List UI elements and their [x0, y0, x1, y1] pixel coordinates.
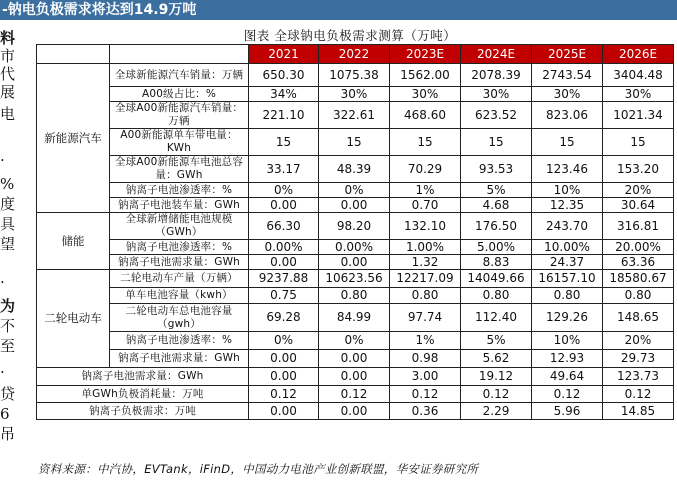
summary-row — [37, 386, 674, 403]
cropped-text-fragment: 6 — [0, 406, 10, 422]
value-cell: 1% — [390, 183, 461, 198]
value-cell: 0.00 — [249, 350, 319, 368]
value-cell: 30% — [532, 87, 603, 102]
value-cell: 0.00% — [319, 240, 390, 255]
row-label-cell: 全球A00新能源车电池总容量：GWh — [110, 156, 249, 183]
row-label-cell: 钠离子电池渗透率：% — [110, 240, 249, 255]
value-cell: 15 — [532, 129, 603, 156]
value-cell: 49.64 — [532, 368, 603, 386]
row-label-cell: 二轮电动车产量（万辆） — [110, 270, 249, 288]
year-header: 2023E — [390, 45, 461, 64]
row-label-cell: 钠离子电池渗透率：% — [110, 183, 249, 198]
value-cell: 30% — [390, 87, 461, 102]
value-cell: 10623.56 — [319, 270, 390, 288]
value-cell: 12217.09 — [390, 270, 461, 288]
cropped-text-fragment: 电 — [0, 106, 16, 122]
cropped-text-fragment: 市 — [0, 48, 16, 64]
value-cell: 1075.38 — [319, 64, 390, 87]
year-header: 2024E — [461, 45, 532, 64]
category-cell: 储能 — [37, 213, 110, 270]
value-cell: 0.00 — [249, 255, 319, 270]
value-cell: 0.00 — [249, 368, 319, 386]
header-blank-cell — [37, 45, 110, 64]
summary-row — [37, 368, 674, 386]
value-cell: 148.65 — [603, 304, 674, 332]
table-row — [37, 270, 674, 288]
value-cell: 70.29 — [390, 156, 461, 183]
cropped-text-fragment: 料 — [0, 30, 16, 46]
row-label-cell: A00级占比：% — [110, 87, 249, 102]
value-cell: 5.96 — [532, 403, 603, 420]
value-cell: 221.10 — [249, 102, 319, 129]
value-cell: 9237.88 — [249, 270, 319, 288]
value-cell: 19.12 — [461, 368, 532, 386]
table-row — [37, 102, 674, 129]
value-cell: 0.98 — [390, 350, 461, 368]
value-cell: 30% — [461, 87, 532, 102]
value-cell: 468.60 — [390, 102, 461, 129]
value-cell: 123.73 — [603, 368, 674, 386]
cropped-text-fragment: 展 — [0, 84, 16, 100]
year-header: 2022 — [319, 45, 390, 64]
table-row — [37, 198, 674, 213]
year-header: 2026E — [603, 45, 674, 64]
cropped-text-fragment: 代 — [0, 66, 16, 82]
table-header-row — [37, 45, 674, 64]
value-cell: 0% — [249, 183, 319, 198]
value-cell: 30% — [603, 87, 674, 102]
table-row — [37, 350, 674, 368]
table-row — [37, 288, 674, 304]
source-note: 资料来源：中汽协，EVTank，iFinD，中国动力电池产业创新联盟，华安证券研究所 — [38, 462, 479, 476]
value-cell: 0.00 — [249, 198, 319, 213]
value-cell: 69.28 — [249, 304, 319, 332]
value-cell: 0.70 — [390, 198, 461, 213]
section-title-banner: -钠电负极需求将达到14.9万吨 — [0, 0, 677, 20]
cropped-text-fragment: 具 — [0, 216, 16, 232]
table-caption: 图表 全球钠电负极需求测算（万吨） — [243, 28, 457, 43]
value-cell: 1.32 — [390, 255, 461, 270]
value-cell: 10% — [532, 332, 603, 350]
table-row — [37, 129, 674, 156]
value-cell: 10% — [532, 183, 603, 198]
cropped-text-fragment: · — [0, 152, 5, 168]
value-cell: 0.12 — [249, 386, 319, 403]
row-label-cell: 钠离子电池渗透率：% — [110, 332, 249, 350]
value-cell: 650.30 — [249, 64, 319, 87]
cropped-text-fragment: 至 — [0, 338, 16, 354]
cropped-text-fragment: 度 — [0, 196, 16, 212]
table-row — [37, 87, 674, 102]
value-cell: 30.64 — [603, 198, 674, 213]
value-cell: 176.50 — [461, 213, 532, 240]
value-cell: 0.80 — [461, 288, 532, 304]
value-cell: 8.83 — [461, 255, 532, 270]
row-label-cell: 全球新增储能电池规模（GWh） — [110, 213, 249, 240]
value-cell: 5.62 — [461, 350, 532, 368]
value-cell: 0.12 — [390, 386, 461, 403]
value-cell: 243.70 — [532, 213, 603, 240]
category-cell: 二轮电动车 — [37, 270, 110, 368]
value-cell: 63.36 — [603, 255, 674, 270]
value-cell: 5% — [461, 332, 532, 350]
cropped-text-fragment: % — [0, 176, 15, 192]
value-cell: 132.10 — [390, 213, 461, 240]
value-cell: 0.12 — [532, 386, 603, 403]
year-header: 2021 — [249, 45, 319, 64]
value-cell: 5% — [461, 183, 532, 198]
value-cell: 16157.10 — [532, 270, 603, 288]
table-row — [37, 332, 674, 350]
cropped-text-fragment: 不 — [0, 318, 16, 334]
value-cell: 0.00 — [249, 403, 319, 420]
value-cell: 66.30 — [249, 213, 319, 240]
value-cell: 14.85 — [603, 403, 674, 420]
table-row — [37, 240, 674, 255]
value-cell: 15 — [319, 129, 390, 156]
summary-label-cell: 钠离子电池需求量：GWh — [37, 368, 249, 386]
cropped-text-fragment: 贷 — [0, 386, 16, 402]
value-cell: 98.20 — [319, 213, 390, 240]
value-cell: 14049.66 — [461, 270, 532, 288]
value-cell: 29.73 — [603, 350, 674, 368]
row-label-cell: A00新能源单车带电量：KWh — [110, 129, 249, 156]
row-label-cell: 单车电池容量（kwh） — [110, 288, 249, 304]
value-cell: 823.06 — [532, 102, 603, 129]
value-cell: 153.20 — [603, 156, 674, 183]
row-label-cell: 钠离子电池需求量：GWh — [110, 255, 249, 270]
value-cell: 12.35 — [532, 198, 603, 213]
table-row — [37, 255, 674, 270]
cropped-text-fragment: 望 — [0, 236, 16, 252]
value-cell: 0.00 — [319, 255, 390, 270]
value-cell: 18580.67 — [603, 270, 674, 288]
value-cell: 97.74 — [390, 304, 461, 332]
cropped-body-text-column — [0, 20, 18, 482]
value-cell: 0.80 — [319, 288, 390, 304]
value-cell: 129.26 — [532, 304, 603, 332]
table-row — [37, 213, 674, 240]
value-cell: 0.36 — [390, 403, 461, 420]
value-cell: 15 — [461, 129, 532, 156]
cropped-text-fragment: · — [0, 274, 5, 290]
value-cell: 0.12 — [319, 386, 390, 403]
value-cell: 0.75 — [249, 288, 319, 304]
value-cell: 1562.00 — [390, 64, 461, 87]
sodium-anode-demand-table — [36, 44, 674, 420]
value-cell: 12.93 — [532, 350, 603, 368]
value-cell: 15 — [603, 129, 674, 156]
value-cell: 0.00% — [249, 240, 319, 255]
value-cell: 1021.34 — [603, 102, 674, 129]
value-cell: 34% — [249, 87, 319, 102]
value-cell: 48.39 — [319, 156, 390, 183]
value-cell: 15 — [249, 129, 319, 156]
value-cell: 0.80 — [603, 288, 674, 304]
value-cell: 0.00 — [319, 403, 390, 420]
cropped-text-fragment: · — [0, 364, 5, 380]
value-cell: 1.00% — [390, 240, 461, 255]
value-cell: 112.40 — [461, 304, 532, 332]
value-cell: 123.46 — [532, 156, 603, 183]
value-cell: 0.00 — [319, 198, 390, 213]
row-label-cell: 全球新能源汽车销量：万辆 — [110, 64, 249, 87]
row-label-cell: 全球A00新能源汽车销量：万辆 — [110, 102, 249, 129]
table-row — [37, 156, 674, 183]
value-cell: 33.17 — [249, 156, 319, 183]
value-cell: 93.53 — [461, 156, 532, 183]
value-cell: 623.52 — [461, 102, 532, 129]
summary-row — [37, 403, 674, 420]
summary-label-cell: 钠离子负极需求：万吨 — [37, 403, 249, 420]
row-label-cell: 钠离子电池需求量：GWh — [110, 350, 249, 368]
value-cell: 0.12 — [603, 386, 674, 403]
table-row — [37, 64, 674, 87]
table-row — [37, 304, 674, 332]
year-header: 2025E — [532, 45, 603, 64]
value-cell: 2.29 — [461, 403, 532, 420]
header-blank-cell — [110, 45, 249, 64]
cropped-text-fragment: 吊 — [0, 426, 16, 442]
value-cell: 0% — [249, 332, 319, 350]
value-cell: 5.00% — [461, 240, 532, 255]
value-cell: 0.00 — [319, 368, 390, 386]
value-cell: 322.61 — [319, 102, 390, 129]
value-cell: 20% — [603, 332, 674, 350]
value-cell: 0.00 — [319, 350, 390, 368]
value-cell: 0% — [319, 332, 390, 350]
value-cell: 10.00% — [532, 240, 603, 255]
summary-label-cell: 单GWh负极消耗量：万吨 — [37, 386, 249, 403]
value-cell: 15 — [390, 129, 461, 156]
value-cell: 3.00 — [390, 368, 461, 386]
row-label-cell: 二轮电动车总电池容量（gwh） — [110, 304, 249, 332]
value-cell: 0.80 — [532, 288, 603, 304]
value-cell: 0.80 — [390, 288, 461, 304]
value-cell: 24.37 — [532, 255, 603, 270]
value-cell: 20.00% — [603, 240, 674, 255]
value-cell: 84.99 — [319, 304, 390, 332]
value-cell: 0% — [319, 183, 390, 198]
value-cell: 0.12 — [461, 386, 532, 403]
value-cell: 2078.39 — [461, 64, 532, 87]
value-cell: 20% — [603, 183, 674, 198]
value-cell: 316.81 — [603, 213, 674, 240]
cropped-text-fragment: 为 — [0, 298, 16, 314]
value-cell: 4.68 — [461, 198, 532, 213]
value-cell: 30% — [319, 87, 390, 102]
value-cell: 3404.48 — [603, 64, 674, 87]
value-cell: 1% — [390, 332, 461, 350]
table-row — [37, 183, 674, 198]
row-label-cell: 钠离子电池装车量：GWh — [110, 198, 249, 213]
category-cell: 新能源汽车 — [37, 64, 110, 213]
value-cell: 2743.54 — [532, 64, 603, 87]
